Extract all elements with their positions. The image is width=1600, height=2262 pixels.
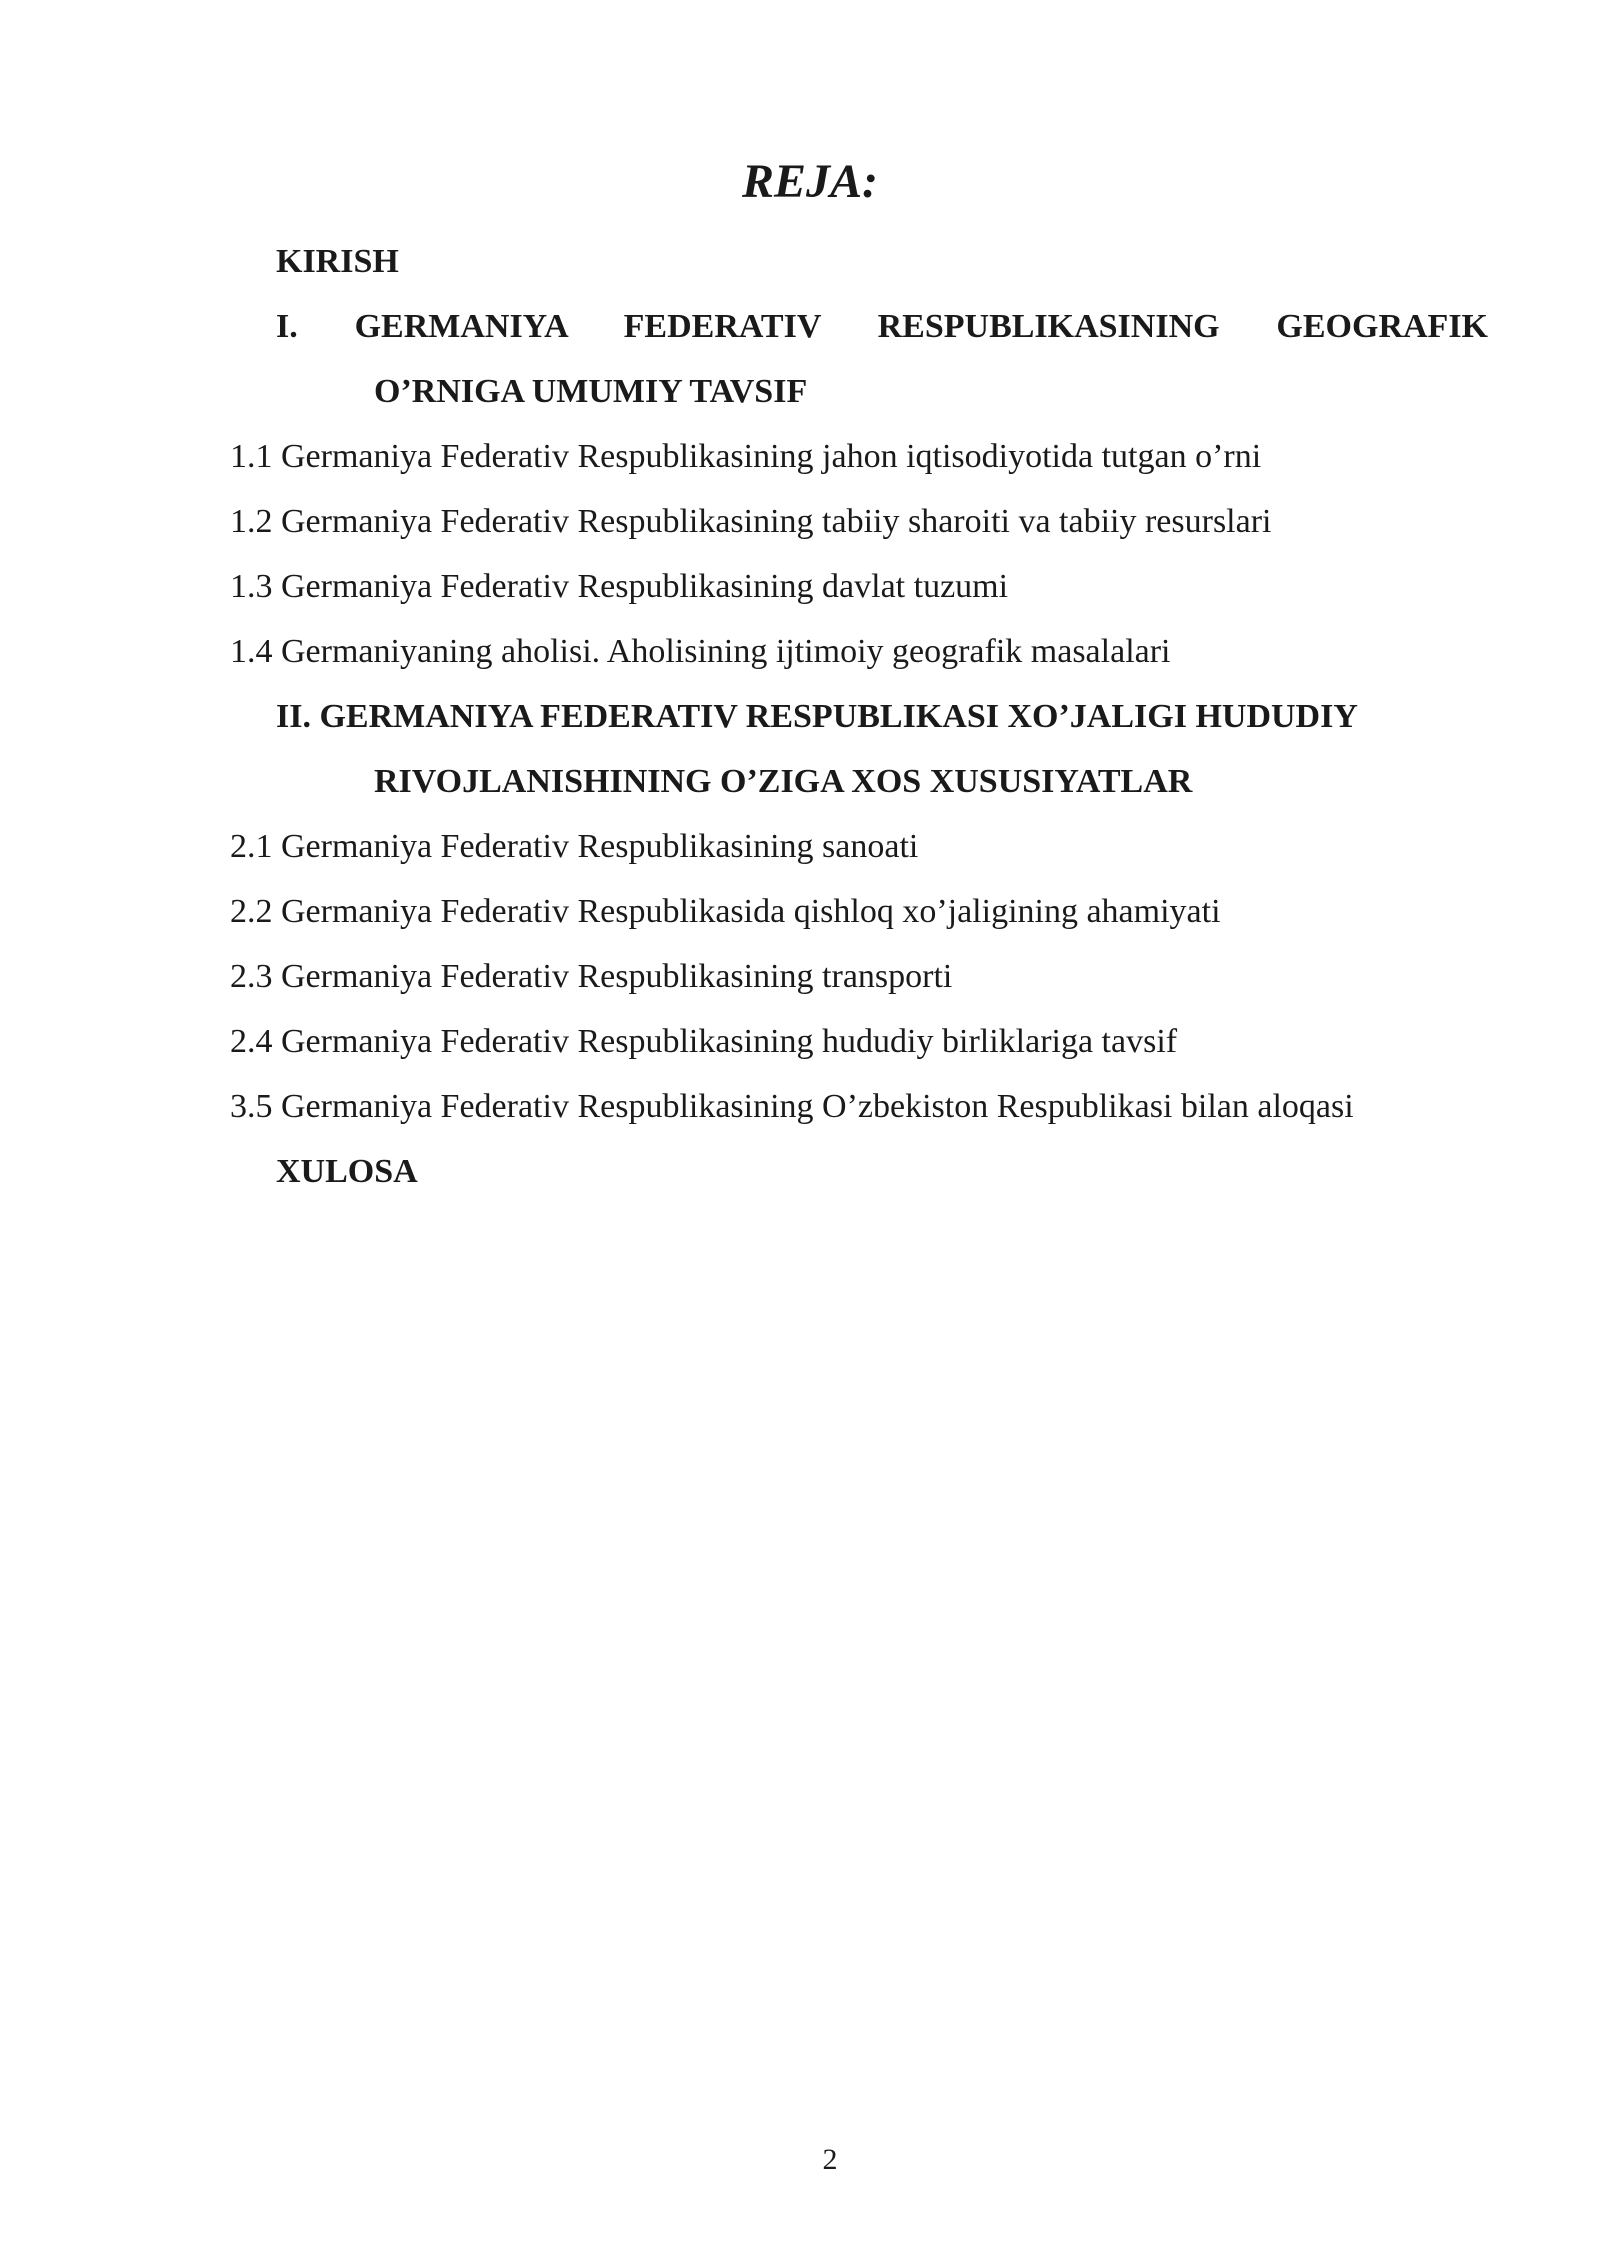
intro-heading: KIRISH — [276, 243, 399, 280]
chapter-1-heading-continued: O’RNIGA UMUMIY TAVSIF — [374, 373, 808, 410]
section-2-2: 2.2 Germaniya Federativ Respublikasida qishloq xo’jaligining ahamiyati — [230, 893, 1221, 930]
section-2-1: 2.1 Germaniya Federativ Respublikasining sanoati — [230, 828, 919, 865]
section-1-1: 1.1 Germaniya Federativ Respublikasining jahon iqtisodiyotida tutgan o’rni — [230, 438, 1262, 475]
section-2-3: 2.3 Germaniya Federativ Respublikasining transporti — [230, 958, 953, 995]
page-title: REJA: — [741, 155, 879, 208]
section-2-4: 2.4 Germaniya Federativ Respublikasining hududiy birliklariga tavsif — [230, 1023, 1178, 1060]
section-3-5: 3.5 Germaniya Federativ Respublikasining O’zbekiston Respublikasi bilan aloqasi — [230, 1088, 1354, 1125]
section-1-3: 1.3 Germaniya Federativ Respublikasining davlat tuzumi — [230, 568, 1009, 605]
conclusion-heading: XULOSA — [276, 1153, 418, 1190]
section-1-2: 1.2 Germaniya Federativ Respublikasining tabiiy sharoiti va tabiiy resurslari — [230, 503, 1272, 540]
chapter-2-heading: II. GERMANIYA FEDERATIV RESPUBLIKASI XO’JALIGI HUDUDIY — [276, 698, 1358, 735]
chapter-2-heading-continued: RIVOJLANISHINING O’ZIGA XOS XUSUSIYATLAR — [374, 763, 1193, 800]
chapter-1-heading: I. GERMANIYA FEDERATIV RESPUBLIKASINING GEOGRAFIK — [276, 308, 1488, 345]
page-number: 2 — [822, 2143, 838, 2176]
section-1-4: 1.4 Germaniyaning aholisi. Aholisining ijtimoiy geografik masalalari — [230, 633, 1171, 670]
